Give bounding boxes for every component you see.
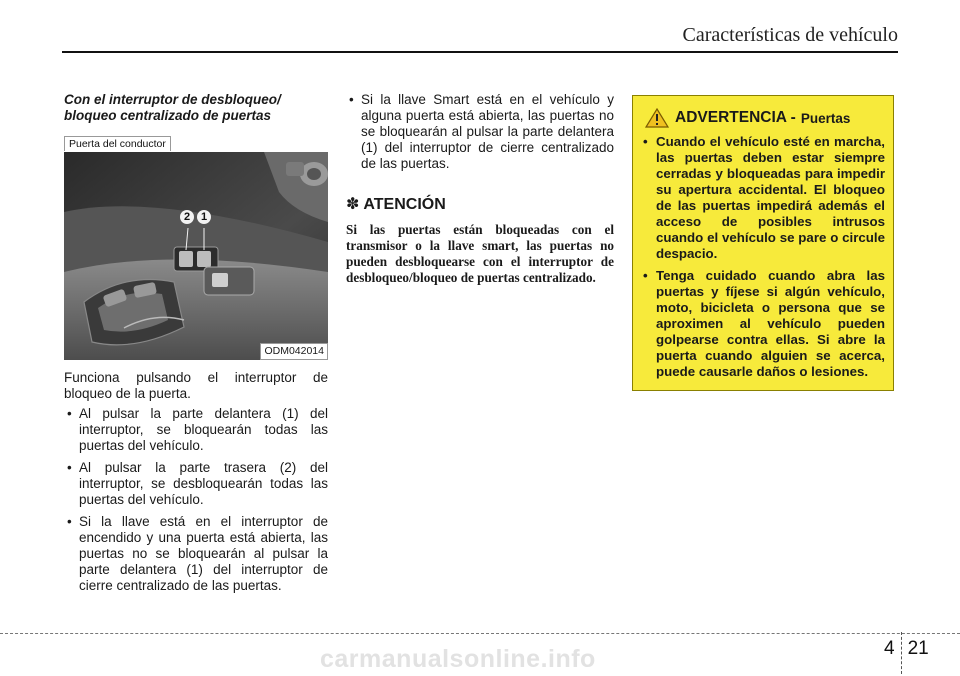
watermark: carmanualsonline.info xyxy=(320,645,596,673)
subheading: Con el interruptor de desbloqueo/ bloqueo centralizado de puertas xyxy=(64,92,281,123)
bullet-icon: • xyxy=(643,268,648,283)
bullet-icon: • xyxy=(643,134,648,149)
list-item: • Si la llave Smart está en el vehículo y alguna puerta está abierta, las puertas no se bloquearán al pulsar la parte delantera (1) del interruptor de cierre centralizado de las puertas. xyxy=(349,92,614,171)
intro-paragraph: Funciona pulsando el interruptor de bloqueo de la puerta. xyxy=(64,370,328,401)
middle-column xyxy=(346,92,614,286)
bullet-icon: • xyxy=(67,514,72,529)
warning-title: ADVERTENCIA - xyxy=(675,109,796,126)
chapter-number: 4 xyxy=(884,638,895,659)
attention-title: ATENCIÓN xyxy=(363,196,446,213)
middle-bullet-list xyxy=(346,92,614,172)
warning-heading xyxy=(641,108,885,128)
list-item: • Al pulsar la parte trasera (2) del interruptor, se desbloquearán todas las puertas del vehículo. xyxy=(67,460,328,507)
door-panel-illustration xyxy=(64,152,328,360)
warning-box xyxy=(632,95,894,391)
attention-heading xyxy=(346,194,614,214)
left-bullet-list xyxy=(64,406,328,594)
page-number-value: 21 xyxy=(907,638,929,659)
bullet-icon: • xyxy=(67,460,72,475)
attention-text: Si las puertas están bloqueadas con el transmisor o la llave smart, las puertas no pueden desbloquearse con el interruptor de desbloqueo/bloqueo de puertas centralizado. xyxy=(346,222,614,285)
figure-code: ODM042014 xyxy=(260,343,328,360)
callout-1: 1 xyxy=(197,210,211,224)
list-item: • Al pulsar la parte delantera (1) del interruptor, se bloquearán todas las puertas del vehículo. xyxy=(67,406,328,453)
warning-list xyxy=(641,134,885,380)
warning-triangle-icon xyxy=(645,108,669,128)
figure-label: Puerta del conductor xyxy=(64,136,171,151)
door-switch-figure xyxy=(64,152,328,360)
list-item: • Tenga cuidado cuando abra las puertas y fíjese si algún vehículo, moto, bicicleta o persona que se aproximen al vehículo pueden golpearse contra ellas. Si abre la puerta cuando alguien se acerca, puede causarle daños o lesiones. xyxy=(643,268,885,379)
list-item: • Cuando el vehículo esté en marcha, las puertas deben estar siempre cerradas y bloqueadas para impedir su apertura accidental. El bloqueo de las puertas impedirá además el acceso de posibles intrusos cuando el vehículo se pare o circule despacio. xyxy=(643,134,885,261)
bullet-icon: • xyxy=(349,92,354,107)
attention-star-icon: ✽ xyxy=(346,194,360,213)
callout-2: 2 xyxy=(180,210,194,224)
warning-subtitle: Puertas xyxy=(800,110,851,126)
list-item: • Si la llave está en el interruptor de encendido y una puerta está abierta, las puertas no se bloquearán al pulsar la parte delantera (1) del interruptor de cierre centralizado de las puertas. xyxy=(67,514,328,593)
left-column xyxy=(64,92,328,600)
bullet-icon: • xyxy=(67,406,72,421)
page-number xyxy=(884,632,929,674)
header-rule xyxy=(62,51,898,53)
section-title: Características de vehículo xyxy=(682,24,898,46)
footer-rule xyxy=(0,633,960,634)
